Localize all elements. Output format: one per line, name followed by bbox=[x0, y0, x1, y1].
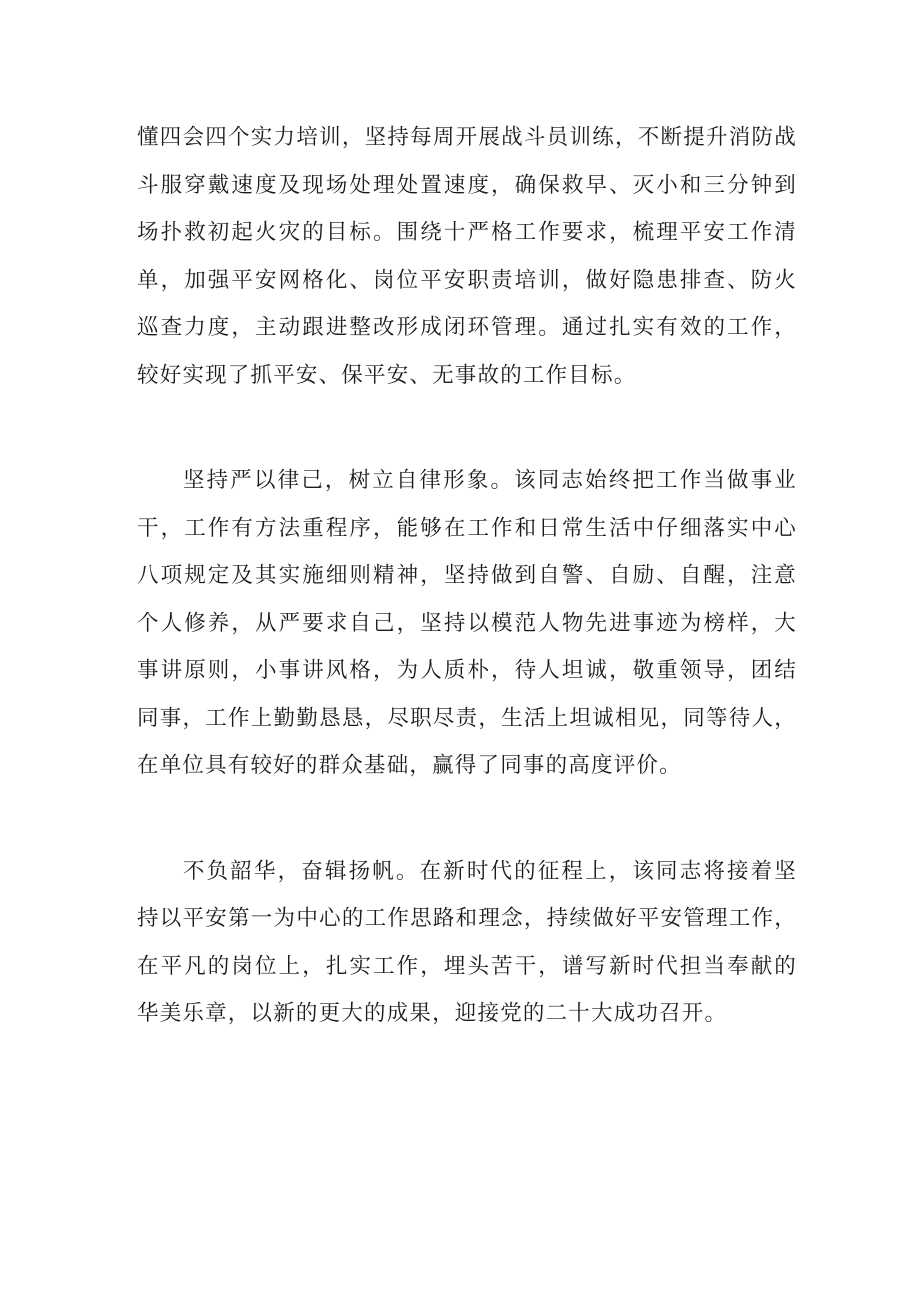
text-line: 单，加强平安网格化、岗位平安职责培训，做好隐患排查、防火 bbox=[137, 267, 797, 293]
text-line: 坚持严以律己，树立自律形象。该同志始终把工作当做事业 bbox=[183, 468, 797, 493]
text-line: 在平凡的岗位上，扎实工作，埋头苦干，谱写新时代担当奉献的 bbox=[137, 953, 797, 979]
text-line: 巡查力度，主动跟进整改形成闭环管理。通过扎实有效的工作， bbox=[137, 315, 797, 340]
paragraph-outlook bbox=[137, 848, 797, 1038]
text-line: 懂四会四个实力培训，坚持每周开展战斗员训练，不断提升消防战 bbox=[137, 125, 797, 150]
paragraph-spacer bbox=[137, 399, 797, 457]
text-line: 持以平安第一为中心的工作思路和理念，持续做好平安管理工作， bbox=[137, 906, 797, 931]
text-line: 华美乐章，以新的更大的成果，迎接党的二十大成功召开。 bbox=[137, 1001, 728, 1026]
text-line: 同事，工作上勤勤恳恳，尽职尽责，生活上坦诚相见，同等待人， bbox=[137, 705, 797, 731]
text-line: 干，工作有方法重程序，能够在工作和日常生活中仔细落实中心 bbox=[137, 515, 797, 541]
text-line: 斗服穿戴速度及现场处理处置速度，确保救早、灭小和三分钟到 bbox=[137, 172, 797, 198]
paragraph-self-discipline bbox=[137, 457, 797, 790]
text-line: 场扑救初起火灾的目标。围绕十严格工作要求，梳理平安工作清 bbox=[137, 220, 797, 245]
text-line: 不负韶华，奋辑扬帆。在新时代的征程上，该同志将接着坚 bbox=[183, 858, 797, 884]
paragraph-spacer bbox=[137, 790, 797, 848]
text-line: 较好实现了抓平安、保平安、无事故的工作目标。 bbox=[137, 362, 637, 388]
text-line: 在单位具有较好的群众基础，赢得了同事的高度评价。 bbox=[137, 753, 682, 778]
document-body bbox=[137, 114, 797, 1038]
text-line: 八项规定及其实施细则精神，坚持做到自警、自励、自醒，注意 bbox=[137, 563, 797, 588]
text-line: 个人修养，从严要求自己，坚持以模范人物先进事迹为榜样，大 bbox=[137, 610, 797, 636]
text-line: 事讲原则，小事讲风格，为人质朴，待人坦诚，敬重领导，团结 bbox=[137, 658, 797, 683]
paragraph-safety-work bbox=[137, 114, 797, 399]
